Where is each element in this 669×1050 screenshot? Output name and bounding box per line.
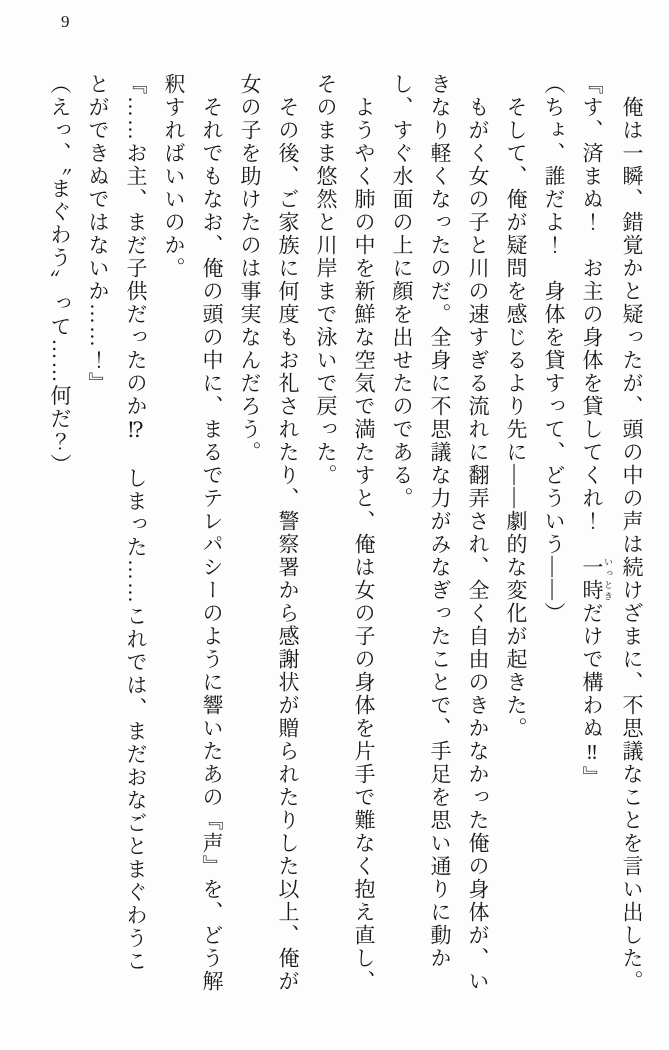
paragraph: 俺は一瞬、錯覚かと疑ったが、頭の中の声は続けざまに、不思議なことを言い出した。 <box>620 96 644 993</box>
paragraph: ようやく肺の中を新鮮な空気で満たすと、俺は女の子の身体を片手で難なく抱え直し、そのまま悠然と川岸まで泳いで戻った。 <box>314 73 376 993</box>
page-number: 9 <box>61 12 70 31</box>
paragraph: （ちょ、誰だよ！ 身体を貸すって、どういう――） <box>542 73 566 625</box>
text-block <box>41 73 651 994</box>
paragraph: 『……お主、まだ子供だったのか⁉ しまった……これでは、まだおなごとまぐわうことができぬではないか……！』 <box>86 73 148 973</box>
paragraph: そして、俺が疑問を感じるより先に――劇的な変化が起きた。 <box>504 96 528 740</box>
ruby-annotated-word: 一時 いっとき <box>580 556 613 602</box>
paragraph: 『す、済まぬ！ お主の身体を貸してくれ！ 一時 いっときだけで構わぬ‼』 <box>580 73 613 789</box>
paragraph: もがく女の子と川の速すぎる流れに翻弄され、全く自由のきかなかった俺の身体が、いきなり軽くなったのだ。全身に不思議な力がみなぎったことで、手足を思い通りに動かし、すぐ水面の上に顔を出せたのである。 <box>390 73 490 993</box>
paragraph: （えっ、〝まぐわう〟って……何だ？） <box>48 73 72 477</box>
paragraph: それでもなお、俺の頭の中に、まるでテレパシーのように響いたあの『声』を、どう解釈すればいいのか。 <box>162 73 224 993</box>
furigana: いっとき <box>603 556 613 602</box>
paragraph: その後、ご家族に何度もお礼されたり、警察署から感謝状が贈られたりした以上、俺が女の子を助けたのは事実なんだろう。 <box>238 73 300 993</box>
